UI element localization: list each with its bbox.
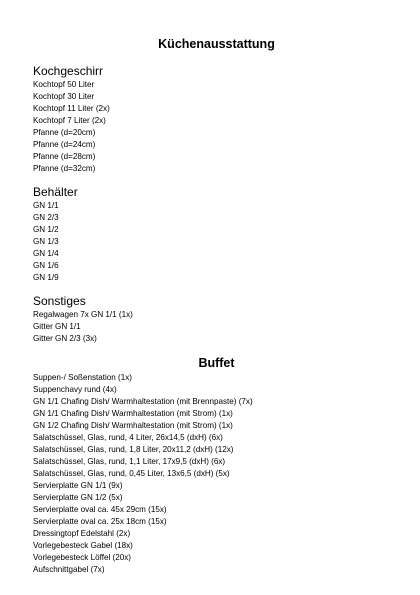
section xyxy=(33,64,400,175)
list-item: Vorlegebesteck Löffel (20x) xyxy=(33,553,131,562)
section-list xyxy=(33,200,400,284)
list-item: Vorlegebesteck Gabel (18x) xyxy=(33,541,133,550)
buffet-list xyxy=(33,372,400,576)
list-item: Salatschüssel, Glas, rund, 1,1 Liter, 17x9,5 (dxH) (6x) xyxy=(33,457,226,466)
list-item: Servierplatte GN 1/2 (5x) xyxy=(33,493,123,502)
list-item: GN 1/1 xyxy=(33,201,59,210)
list-item: GN 1/4 xyxy=(33,249,59,258)
section xyxy=(33,294,400,345)
list-item: Salatschüssel, Glas, rund, 1,8 Liter, 20x11,2 (dxH) (12x) xyxy=(33,445,234,454)
list-item: Kochtopf 7 Liter (2x) xyxy=(33,116,106,125)
section-heading: Kochgeschirr xyxy=(33,64,104,78)
list-item: Servierplatte GN 1/1 (9x) xyxy=(33,481,123,490)
equipment-sections xyxy=(33,64,400,345)
buffet-title: Buffet xyxy=(198,356,235,370)
list-item: Gitter GN 2/3 (3x) xyxy=(33,334,97,343)
list-item: Gitter GN 1/1 xyxy=(33,322,81,331)
section-list xyxy=(33,79,400,175)
list-item: Servierplatte oval ca. 25x 18cm (15x) xyxy=(33,517,167,526)
list-item: Aufschnittgabel (7x) xyxy=(33,565,105,574)
list-item: Regalwagen 7x GN 1/1 (1x) xyxy=(33,310,133,319)
list-item: GN 1/1 Chafing Dish/ Warmhaltestation (mit Brennpaste) (7x) xyxy=(33,397,253,406)
page-title: Küchenausstattung xyxy=(158,37,275,51)
list-item: GN 1/6 xyxy=(33,261,59,270)
list-item: Servierplatte oval ca. 45x 29cm (15x) xyxy=(33,505,167,514)
list-item: Kochtopf 50 Liter xyxy=(33,80,95,89)
list-item: GN 1/2 Chafing Dish/ Warmhaltestation (mit Strom) (1x) xyxy=(33,421,233,430)
list-item: Pfanne (d=28cm) xyxy=(33,152,96,161)
list-item: Kochtopf 30 Liter xyxy=(33,92,95,101)
section-list xyxy=(33,309,400,345)
list-item: Kochtopf 11 Liter (2x) xyxy=(33,104,110,113)
list-item: GN 2/3 xyxy=(33,213,59,222)
list-item: Salatschüssel, Glas, rund, 0,45 Liter, 13x6,5 (dxH) (5x) xyxy=(33,469,230,478)
list-item: Pfanne (d=32cm) xyxy=(33,164,96,173)
section xyxy=(33,185,400,284)
list-item: Pfanne (d=24cm) xyxy=(33,140,96,149)
list-item: Pfanne (d=20cm) xyxy=(33,128,96,137)
list-item: Salatschüssel, Glas, rund, 4 Liter, 26x14,5 (dxH) (6x) xyxy=(33,433,223,442)
section-heading: Sonstiges xyxy=(33,294,86,308)
list-item: GN 1/2 xyxy=(33,225,59,234)
list-item: GN 1/9 xyxy=(33,273,59,282)
section-heading: Behälter xyxy=(33,185,78,199)
list-item: GN 1/1 Chafing Dish/ Warmhaltestation (mit Strom) (1x) xyxy=(33,409,233,418)
list-item: Suppen-/ Soßenstation (1x) xyxy=(33,373,132,382)
list-item: Dressingtopf Edelstahl (2x) xyxy=(33,529,131,538)
list-item: Suppenchavy rund (4x) xyxy=(33,385,117,394)
list-item: GN 1/3 xyxy=(33,237,59,246)
